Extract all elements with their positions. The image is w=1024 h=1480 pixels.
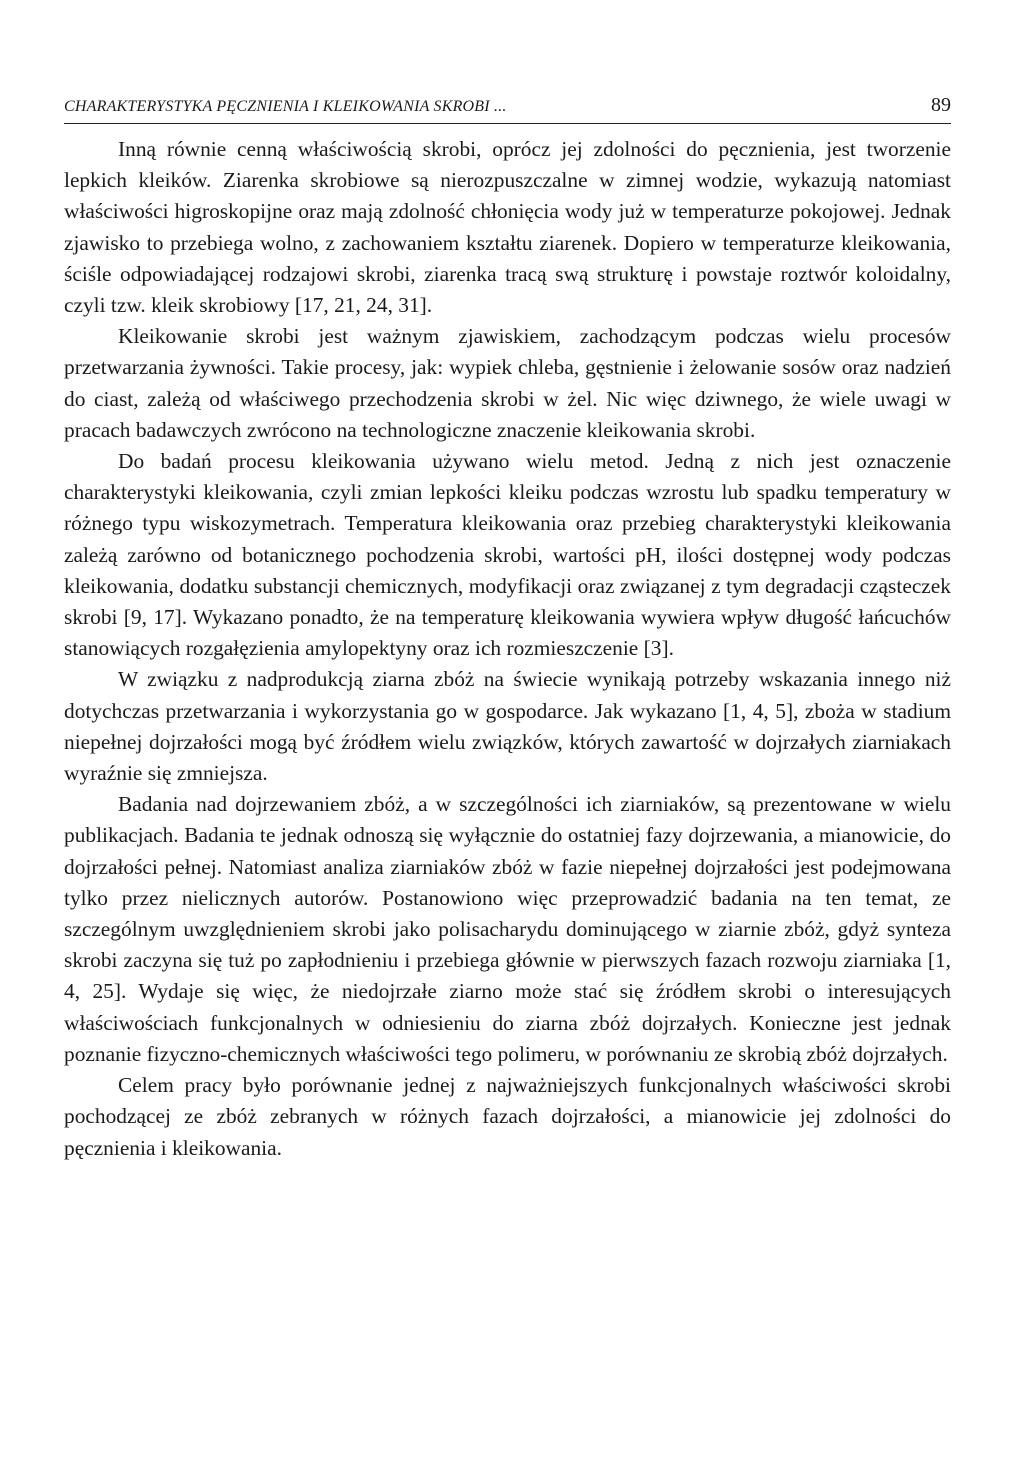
page-number: 89 <box>931 94 951 116</box>
paragraph: Kleikowanie skrobi jest ważnym zjawiskiem, zachodzącym podczas wielu procesów przetwarzania żywności. Takie procesy, jak: wypiek chleba, gęstnienie i żelowanie sosów oraz nadzień do ciast, zależą od właściwego przechodzenia skrobi w żel. Nic więc dziwnego, że wiele uwagi w pracach badawczych zwrócono na technologiczne znaczenie kleikowania skrobi. <box>64 324 951 442</box>
running-header <box>64 94 951 124</box>
paragraph: Inną równie cenną właściwością skrobi, oprócz jej zdolności do pęcznienia, jest tworzenie lepkich kleików. Ziarenka skrobiowe są nierozpuszczalne w zimnej wodzie, wykazują natomiast właściwości higroskopijne oraz mają zdolność chłonięcia wody już w temperaturze pokojowej. Jednak zjawisko to przebiega wolno, z zachowaniem kształtu ziarenek. Dopiero w temperaturze kleikowania, ściśle odpowiadającej rodzajowi skrobi, ziarenka tracą swą strukturę i powstaje roztwór koloidalny, czyli tzw. kleik skrobiowy [17, 21, 24, 31]. <box>64 137 951 318</box>
running-title: CHARAKTERYSTYKA PĘCZNIENIA I KLEIKOWANIA SKROBI ... <box>64 98 507 115</box>
body-text <box>64 134 951 1164</box>
document-page <box>64 94 951 1164</box>
paragraph: Celem pracy było porównanie jednej z najważniejszych funkcjonalnych właściwości skrobi pochodzącej ze zbóż zebranych w różnych fazach dojrzałości, a mianowicie jej zdolności do pęcznienia i kleikowania. <box>64 1073 951 1160</box>
paragraph: Badania nad dojrzewaniem zbóż, a w szczególności ich ziarniaków, są prezentowane w wielu publikacjach. Badania te jednak odnoszą się wyłącznie do ostatniej fazy dojrzewania, a mianowicie, do dojrzałości pełnej. Natomiast analiza ziarniaków zbóż w fazie niepełnej dojrzałości jest podejmowana tylko przez nielicznych autorów. Postanowiono więc przeprowadzić badania na ten temat, ze szczególnym uwzględnieniem skrobi jako polisacharydu dominującego w ziarnie zbóż, gdyż synteza skrobi zaczyna się tuż po zapłodnieniu i przebiega głównie w pierwszych fazach rozwoju ziarniaka [1, 4, 25]. Wydaje się więc, że niedojrzałe ziarno może stać się źródłem skrobi o interesujących właściwościach funkcjonalnych w odniesieniu do ziarna zbóż dojrzałych. Konieczne jest jednak poznanie fizyczno-chemicznych właściwości tego polimeru, w porównaniu ze skrobią zbóż dojrzałych. <box>64 792 951 1066</box>
paragraph: Do badań procesu kleikowania używano wielu metod. Jedną z nich jest oznaczenie charakterystyki kleikowania, czyli zmian lepkości kleiku podczas wzrostu lub spadku temperatury w różnego typu wiskozymetrach. Temperatura kleikowania oraz przebieg charakterystyki kleikowania zależą zarówno od botanicznego pochodzenia skrobi, wartości pH, ilości dostępnej wody podczas kleikowania, dodatku substancji chemicznych, modyfikacji oraz związanej z tym degradacji cząsteczek skrobi [9, 17]. Wykazano ponadto, że na temperaturę kleikowania wywiera wpływ długość łańcuchów stanowiących rozgałęzienia amylopektyny oraz ich rozmieszczenie [3]. <box>64 449 951 661</box>
paragraph: W związku z nadprodukcją ziarna zbóż na świecie wynikają potrzeby wskazania innego niż dotychczas przetwarzania i wykorzystania go w gospodarce. Jak wykazano [1, 4, 5], zboża w stadium niepełnej dojrzałości mogą być źródłem wielu związków, których zawartość w dojrzałych ziarniakach wyraźnie się zmniejsza. <box>64 667 951 786</box>
